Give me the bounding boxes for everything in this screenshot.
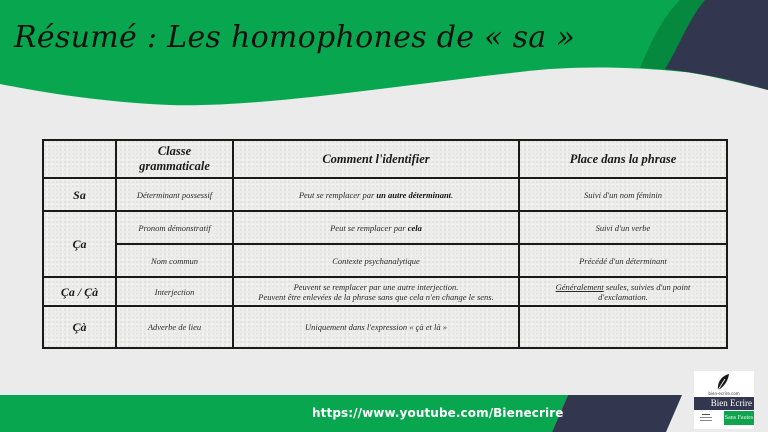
logo-name: Bien Ecrire	[694, 397, 754, 410]
header-classe-line1: Classe	[157, 144, 192, 158]
identifier-text: Peut se remplacer par	[298, 189, 377, 200]
classe-cell: Nom commun	[116, 244, 233, 277]
identifier-text: Peut se remplacer par	[330, 222, 408, 233]
table-row	[43, 178, 727, 211]
identifier-cell	[233, 178, 519, 211]
word-text: Ça	[72, 237, 87, 251]
place-cell: Suivi d'un verbe	[519, 211, 727, 244]
classe-cell: Déterminant possessif	[116, 178, 233, 211]
identifier-cell: Contexte psychanalytique	[233, 244, 519, 277]
word-text: Sa	[73, 187, 86, 202]
bien-ecrire-logo[interactable]	[694, 371, 754, 429]
header-place: Place dans la phrase	[519, 140, 727, 178]
page-title: Résumé : Les homophones de « sa »	[14, 20, 575, 55]
logo-site: bien-ecrire.com	[708, 391, 740, 396]
identifier-suffix: .	[451, 189, 454, 200]
identifier-bold: un autre déterminant	[376, 189, 452, 200]
place-cell: Suivi d'un nom féminin	[519, 178, 727, 211]
classe-cell: Adverbe de lieu	[116, 306, 233, 348]
table-row	[43, 277, 727, 306]
homophones-table	[42, 139, 728, 349]
identifier-line2: Peuvent être enlevées de la phrase sans que cela n'en change le sens.	[258, 291, 494, 302]
word-cell	[43, 306, 116, 348]
table-header-row	[43, 140, 727, 178]
table-row	[43, 211, 727, 244]
header-empty	[43, 140, 116, 178]
document-lines-icon	[700, 413, 714, 423]
place-cell: Précédé d'un déterminant	[519, 244, 727, 277]
logo-tagline: Sans Fautes	[724, 411, 754, 425]
word-cell	[43, 211, 116, 277]
header-banner	[0, 0, 768, 110]
word-text: Ça / Ç	[60, 284, 93, 299]
word-text-accent: à	[92, 284, 99, 299]
word-text: Ç	[72, 320, 81, 334]
header-identifier: Comment l'identifier	[233, 140, 519, 178]
youtube-link[interactable]: https://www.youtube.com/Bienecrire	[312, 406, 564, 420]
table-row	[43, 244, 727, 277]
place-rest-line1: seules, suivies d'un point	[603, 281, 691, 292]
header-classe-line2: grammaticale	[139, 159, 210, 173]
place-underlined: Généralement	[555, 281, 604, 292]
word-cell	[43, 277, 116, 306]
table-row	[43, 306, 727, 348]
place-cell	[519, 277, 727, 306]
place-rest-line2: d'exclamation.	[598, 291, 648, 302]
place-cell	[519, 306, 727, 348]
classe-cell: Interjection	[116, 277, 233, 306]
classe-cell: Pronom démonstratif	[116, 211, 233, 244]
identifier-cell: Uniquement dans l'expression « çà et là »	[233, 306, 519, 348]
identifier-line1: Peuvent se remplacer par une autre interjection.	[293, 281, 459, 292]
identifier-cell	[233, 277, 519, 306]
word-cell	[43, 178, 116, 211]
leaf-icon	[716, 373, 730, 391]
header-classe	[116, 140, 233, 178]
identifier-bold: cela	[407, 222, 422, 233]
word-text-accent: à	[80, 320, 87, 334]
identifier-cell	[233, 211, 519, 244]
